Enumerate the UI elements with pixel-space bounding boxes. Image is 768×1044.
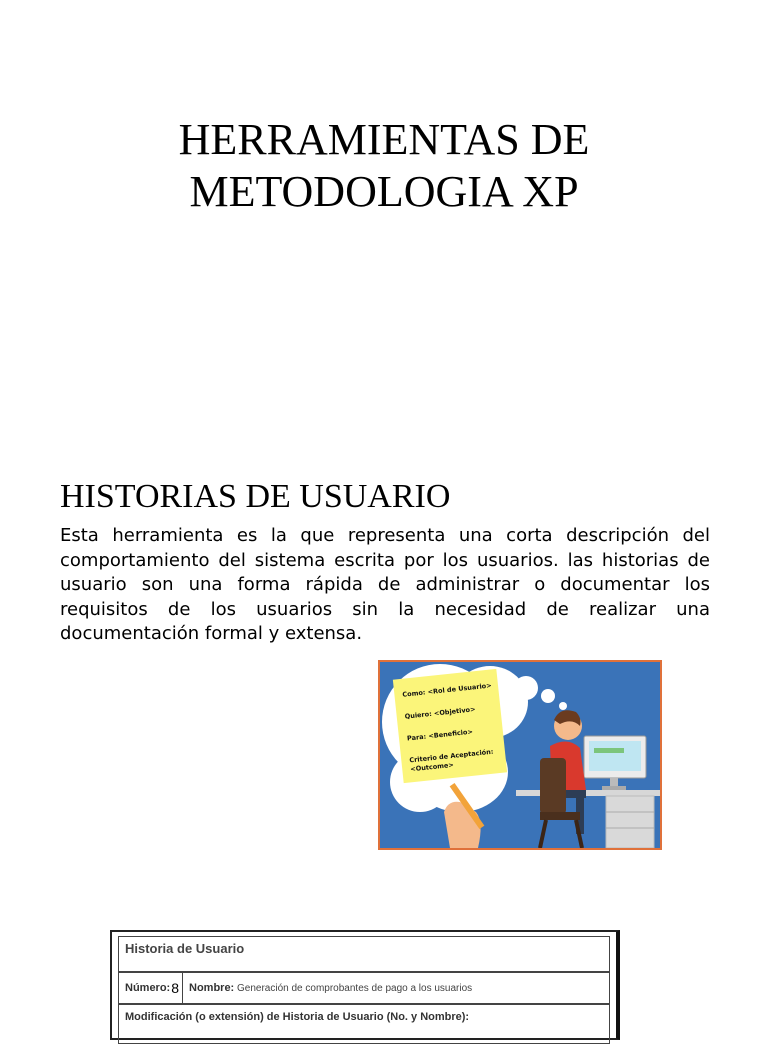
form-modification-row [118, 1004, 610, 1044]
note-line-4a: Criterio de Aceptación: [408, 747, 494, 765]
name-label: Nombre: [189, 982, 235, 994]
form-title: Historia de Usuario [125, 941, 245, 956]
name-value: Generación de comprobantes de pago a los usuarios [237, 983, 473, 994]
slide-title [84, 114, 684, 218]
note-line-1: Como: <Rol de Usuario> [402, 681, 492, 699]
section-body-text: Esta herramienta es la que representa una corta descripción del comportamiento del sistema escrita por los usuarios. las historias de usuario son una forma rápida de administrar o documentar los requisitos de los usuarios sin la necesidad de realizar una documentación formal y extensa. [60, 525, 710, 644]
modification-label: Modificación (o extensión) de Historia de Usuario (No. y Nombre): [125, 1011, 470, 1023]
note-line-3: Para: <Beneficio> [406, 727, 474, 743]
section-heading: HISTORIAS DE USUARIO [60, 478, 451, 515]
slide-title-line-1: HERRAMIENTAS DE [178, 115, 590, 164]
user-story-illustration-svg [380, 662, 660, 848]
form-name-cell [183, 982, 472, 994]
user-story-illustration [378, 660, 662, 850]
number-value: 8 [171, 980, 180, 996]
note-line-2: Quiero: <Objetivo> [404, 705, 476, 721]
slide-title-line-2: METODOLOGIA XP [189, 167, 579, 216]
number-label: Número: [125, 982, 171, 994]
sticky-note [393, 669, 507, 783]
form-number-name-row [118, 972, 610, 1004]
form-number-cell [119, 973, 183, 1003]
form-title-row [118, 936, 610, 972]
note-line-4b: <Outcome> [409, 760, 455, 774]
